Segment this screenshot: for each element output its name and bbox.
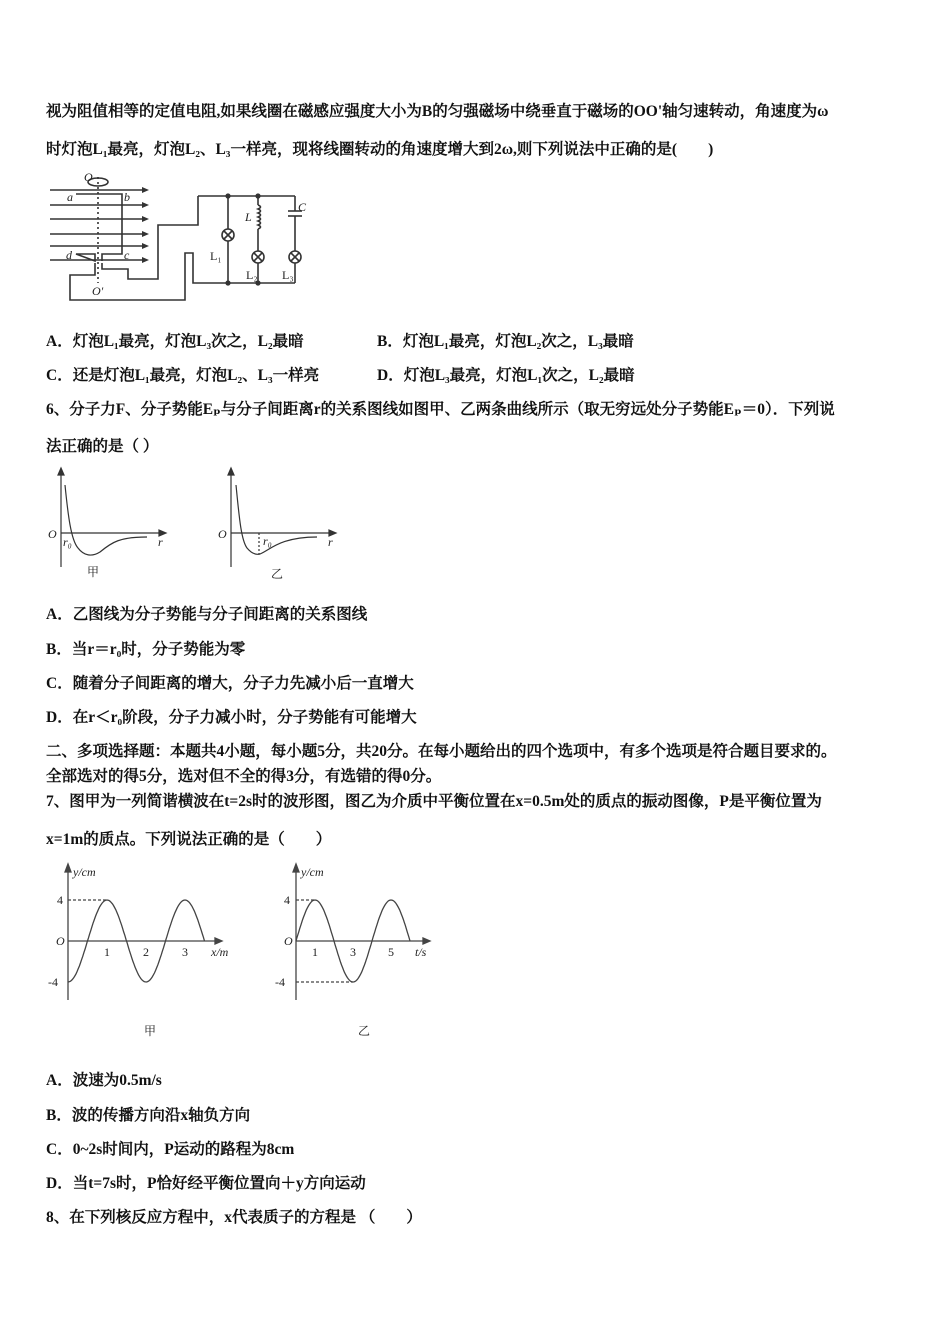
yi-xtick-1: 1 [312,945,318,959]
q7-option-b[interactable]: B．波的传播方向沿x轴负方向 [46,1107,251,1124]
q7-stem-line1: 7、图甲为一列简谐横波在t=2s时的波形图，图乙为介质中平衡位置在x=0.5m处的质点的振动图像，P是平衡位置为 [46,793,822,810]
yi-ytick-4: 4 [284,893,290,907]
graph-yi [293,864,430,1000]
yi-caption: 乙 [271,567,284,581]
yi-origin: O [284,934,293,948]
graph-jia [65,864,222,1000]
label-b: b [124,190,130,204]
q5-option-a[interactable]: A．灯泡L₁最亮，灯泡L₃次之，L₂最暗 [46,333,304,350]
jia-xlabel: x/m [211,945,229,959]
label-o-prime: O' [92,284,104,298]
section2-heading-line1: 二、多项选择题：本题共4小题，每小题5分，共20分。在每小题给出的四个选项中，有多个选项是符合题目要求的。 [46,743,837,760]
q5-stem-line2: 时灯泡L₁最亮，灯泡L₂、L₃一样亮，现将线圈转动的角速度增大到2ω,则下列说法中正确的是( ) [46,141,714,158]
label-l1: L₁ [210,249,222,263]
q5-stem-line1: 视为阻值相等的定值电阻,如果线圈在磁感应强度大小为B的匀强磁场中绕垂直于磁场的OO'轴匀速转动，角速度为ω [46,103,829,120]
yi-xtick-5: 5 [388,945,394,959]
label-l3: L₃ [282,268,294,282]
yi-xtick-3: 3 [350,945,356,959]
jia-xtick-3: 3 [182,945,188,959]
yi-r0-label: r₀ [263,534,272,548]
jia-r-label: r [158,535,163,549]
q7-option-a[interactable]: A．波速为0.5m/s [46,1072,162,1089]
q5-option-c[interactable]: C．还是灯泡L₁最亮，灯泡L₂、L₃一样亮 [46,367,320,384]
yi-xlabel: t/s [415,945,427,959]
label-o: O [84,170,93,184]
jia-ytick-neg4: -4 [48,975,58,989]
jia-caption: 甲 [144,1024,157,1038]
label-capacitor: C [298,200,307,214]
q6-option-c[interactable]: C．随着分子间距离的增大，分子力先减小后一直增大 [46,675,414,692]
yi-r-label: r [328,535,333,549]
q6-option-b[interactable]: B．当r＝r₀时，分子势能为零 [46,641,246,658]
jia-r0-label: r₀ [63,535,72,549]
q8-stem: 8、在下列核反应方程中，x代表质子的方程是 （ ） [46,1209,422,1226]
graph-jia [58,468,166,567]
jia-xtick-2: 2 [143,945,149,959]
q7-stem-line2: x=1m的质点。下列说法正确的是（ ） [46,831,332,848]
yi-ytick-neg4: -4 [275,975,285,989]
jia-xtick-1: 1 [104,945,110,959]
q6-option-a[interactable]: A．乙图线为分子势能与分子间距离的关系图线 [46,606,368,623]
q6-stem-line2: 法正确的是（ ） [46,438,159,455]
q6-stem-line1: 6、分子力F、分子势能Eₚ与分子间距离r的关系图线如图甲、乙两条曲线所示（取无穷远处分子势能Eₚ＝0）．下列说 [46,401,835,418]
q5-option-d[interactable]: D．灯泡L₃最亮，灯泡L₁次之，L₂最暗 [377,367,635,384]
label-a: a [67,190,73,204]
label-inductor: L [245,210,252,224]
jia-origin: O [56,934,65,948]
graph-yi [228,468,336,567]
q7-wave-figures [40,860,440,1040]
q7-option-d[interactable]: D．当t=7s时，P恰好经平衡位置向＋y方向运动 [46,1175,366,1192]
jia-caption: 甲 [87,565,100,579]
q7-option-c[interactable]: C．0~2s时间内，P运动的路程为8cm [46,1141,295,1158]
section2-heading-line2: 全部选对的得5分，选对但不全的得3分，有选错的得0分。 [46,768,442,785]
label-c: c [124,248,130,262]
yi-origin-label: O [218,527,227,541]
yi-caption: 乙 [358,1024,371,1038]
jia-origin-label: O [48,527,57,541]
yi-ylabel: y/cm [301,865,324,879]
coil [76,194,122,261]
q6-option-d[interactable]: D．在r＜r₀阶段，分子力减小时，分子势能有可能增大 [46,709,417,726]
jia-ytick-4: 4 [57,893,63,907]
q5-circuit-figure [40,165,330,305]
q5-option-b[interactable]: B．灯泡L₁最亮，灯泡L₂次之，L₃最暗 [377,333,634,350]
jia-ylabel: y/cm [73,865,96,879]
label-l2: L₂ [246,268,258,282]
inductor [258,205,261,229]
label-d: d [66,248,72,262]
q6-figures [40,460,350,585]
magnetic-field-lines [50,187,149,263]
